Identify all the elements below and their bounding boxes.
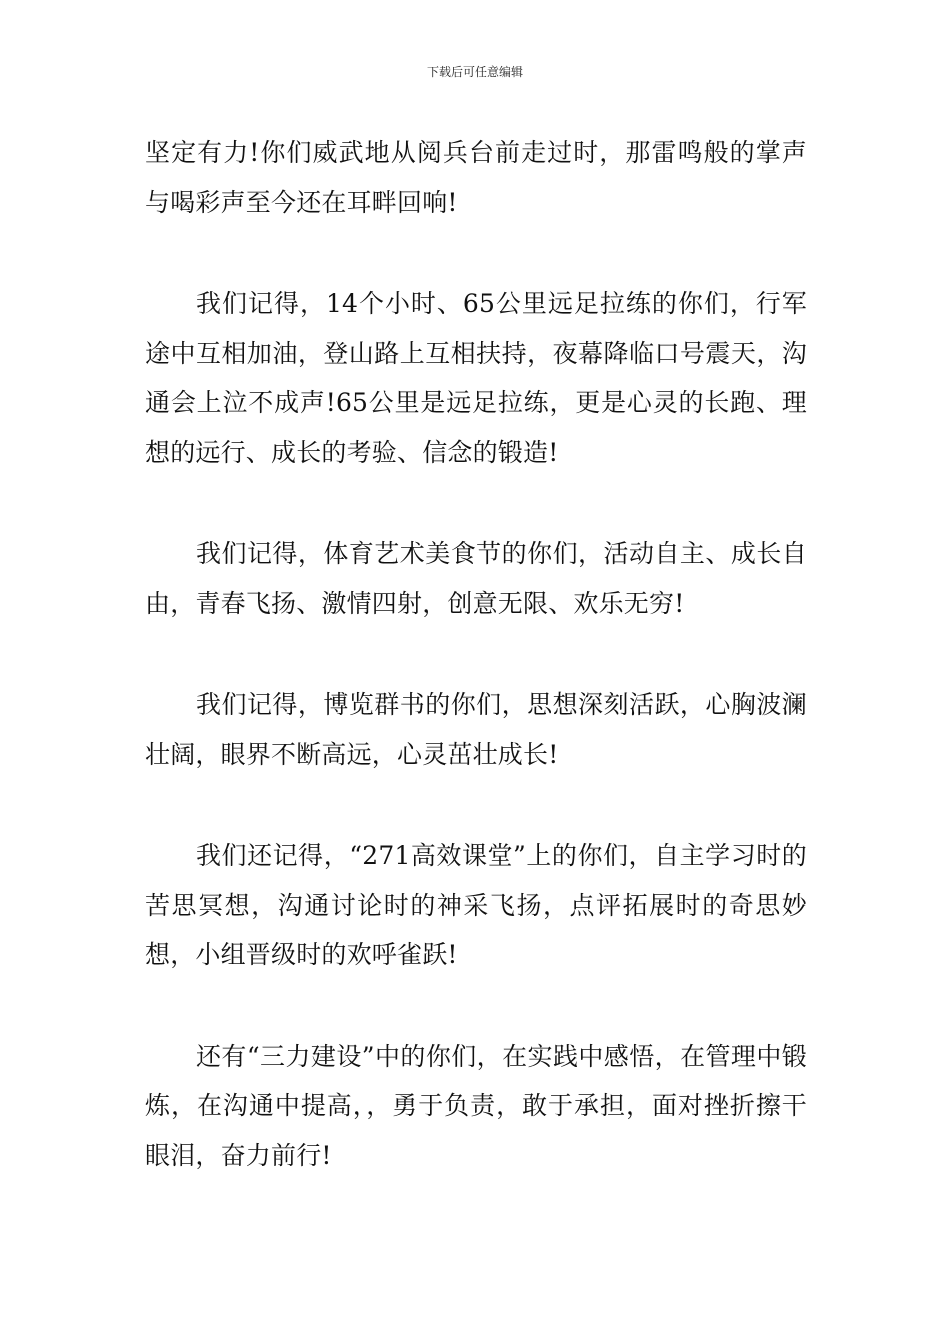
paragraph-continuation: 坚定有力!你们威武地从阅兵台前走过时，那雷鸣般的掌声与喝彩声至今还在耳畔回响!	[145, 138, 807, 217]
paragraph-three-forces: 还有“三力建设”中的你们，在实践中感悟，在管理中锻炼，在沟通中提高，，勇于负责，敢于承担，面对挫折擦干眼泪，奋力前行!	[145, 1041, 807, 1170]
paragraph-festival: 我们记得，体育艺术美食节的你们，活动自主、成长自由，青春飞扬、激情四射，创意无限、欢乐无穷!	[145, 539, 807, 618]
document-body	[145, 128, 807, 1232]
paragraph-hiking: 我们记得，14个小时、65公里远足拉练的你们，行军途中互相加油，登山路上互相扶持，夜幕降临口号震天，沟通会上泣不成声!65公里是远足拉练，更是心灵的长跑、理想的远行、成长的考验、信念的锻造!	[145, 289, 807, 467]
paragraph-reading: 我们记得，博览群书的你们，思想深刻活跃，心胸波澜壮阔，眼界不断高远，心灵茁壮成长!	[145, 690, 807, 769]
paragraph-classroom: 我们还记得，“271高效课堂”上的你们，自主学习时的苦思冥想，沟通讨论时的神采飞扬，点评拓展时的奇思妙想，小组晋级时的欢呼雀跃!	[145, 841, 807, 969]
page-header-note: 下载后可任意编辑	[426, 65, 523, 79]
